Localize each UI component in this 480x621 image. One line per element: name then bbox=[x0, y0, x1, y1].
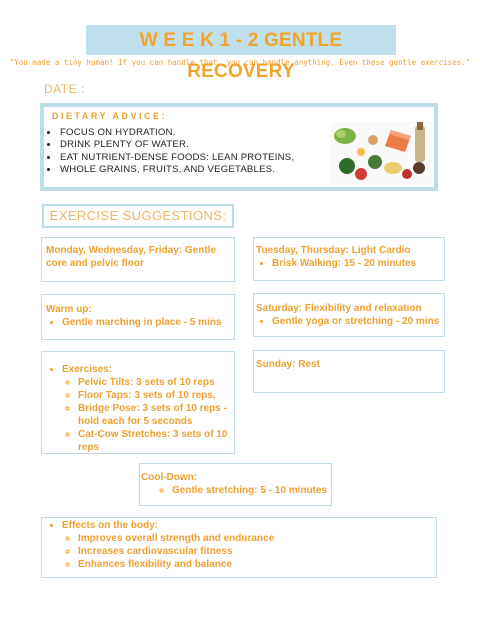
motivational-quote: "You made a tiny human! If you can handle that, you can handle anything. Even these gentle exercises." bbox=[9, 58, 471, 67]
card-sunday bbox=[253, 350, 445, 393]
cool-down-card-content bbox=[141, 471, 333, 497]
page-title: W E E K 1 - 2 GENTLE RECOVERY bbox=[139, 30, 343, 82]
cool-down-item: ◦ Gentle stretching: 5 - 10 minutes bbox=[172, 484, 333, 497]
effects-item: ◦ Enhances flexibility and balance bbox=[78, 558, 426, 571]
diet-item: • EAT NUTRIENT-DENSE FOODS: LEAN PROTEINS, bbox=[59, 152, 294, 164]
sunday-text: Sunday: Rest bbox=[256, 359, 320, 370]
effects-item: ◦ Increases cardiovascular fitness bbox=[78, 545, 426, 558]
mon-wed-fri-text: Monday, Wednesday, Friday: Gentle core and pelvic floor bbox=[46, 245, 217, 269]
dietary-advice-list bbox=[48, 127, 294, 176]
warm-up-item: • Gentle marching in place - 5 mins bbox=[62, 316, 236, 329]
dietary-advice-heading: DIETARY ADVICE: bbox=[52, 111, 168, 121]
saturday-item: • Gentle yoga or stretching - 20 mins bbox=[272, 315, 448, 328]
tue-thu-card-content bbox=[256, 244, 446, 270]
effects-item: ◦ Improves overall strength and endurance bbox=[78, 532, 426, 545]
tue-thu-title: Tuesday, Thursday: Light Cardio bbox=[256, 245, 411, 256]
exercise-item: ◦ Cat-Cow Stretches: 3 sets of 10 reps bbox=[78, 428, 232, 454]
tue-thu-item: • Brisk Walking: 15 - 20 minutes bbox=[272, 257, 446, 270]
warm-up-card-content bbox=[46, 303, 236, 329]
diet-item: • WHOLE GRAINS, FRUITS, AND VEGETABLES. bbox=[59, 164, 294, 176]
exercise-item: ◦ Pelvic Tilts: 3 sets of 10 reps bbox=[78, 376, 232, 389]
exercises-card-content bbox=[46, 363, 232, 454]
healthy-food-image bbox=[331, 122, 432, 184]
exercise-item: ◦ Floor Taps: 3 sets of 10 reps, bbox=[78, 389, 232, 402]
diet-item: • FOCUS ON HYDRATION. bbox=[59, 127, 294, 139]
effects-title bbox=[62, 519, 426, 571]
cool-down-title: Cool-Down: bbox=[141, 472, 198, 483]
date-label: DATE : bbox=[44, 82, 85, 96]
exercises-title bbox=[62, 363, 232, 454]
saturday-card-content bbox=[256, 302, 448, 328]
exercises-title-text: Exercises: bbox=[62, 364, 113, 375]
saturday-title: Saturday: Flexibility and relaxation bbox=[256, 303, 422, 314]
exercise-heading: EXERCISE SUGGESTIONS: bbox=[49, 208, 227, 223]
effects-card-content bbox=[46, 519, 426, 571]
exercise-item: ◦ Bridge Pose: 3 sets of 10 reps - hold each for 5 seconds bbox=[78, 402, 232, 428]
effects-title-text: Effects on the body: bbox=[62, 520, 159, 531]
diet-item: • DRINK PLENTY OF WATER. bbox=[59, 139, 294, 151]
warm-up-title: Warm up: bbox=[46, 304, 92, 315]
